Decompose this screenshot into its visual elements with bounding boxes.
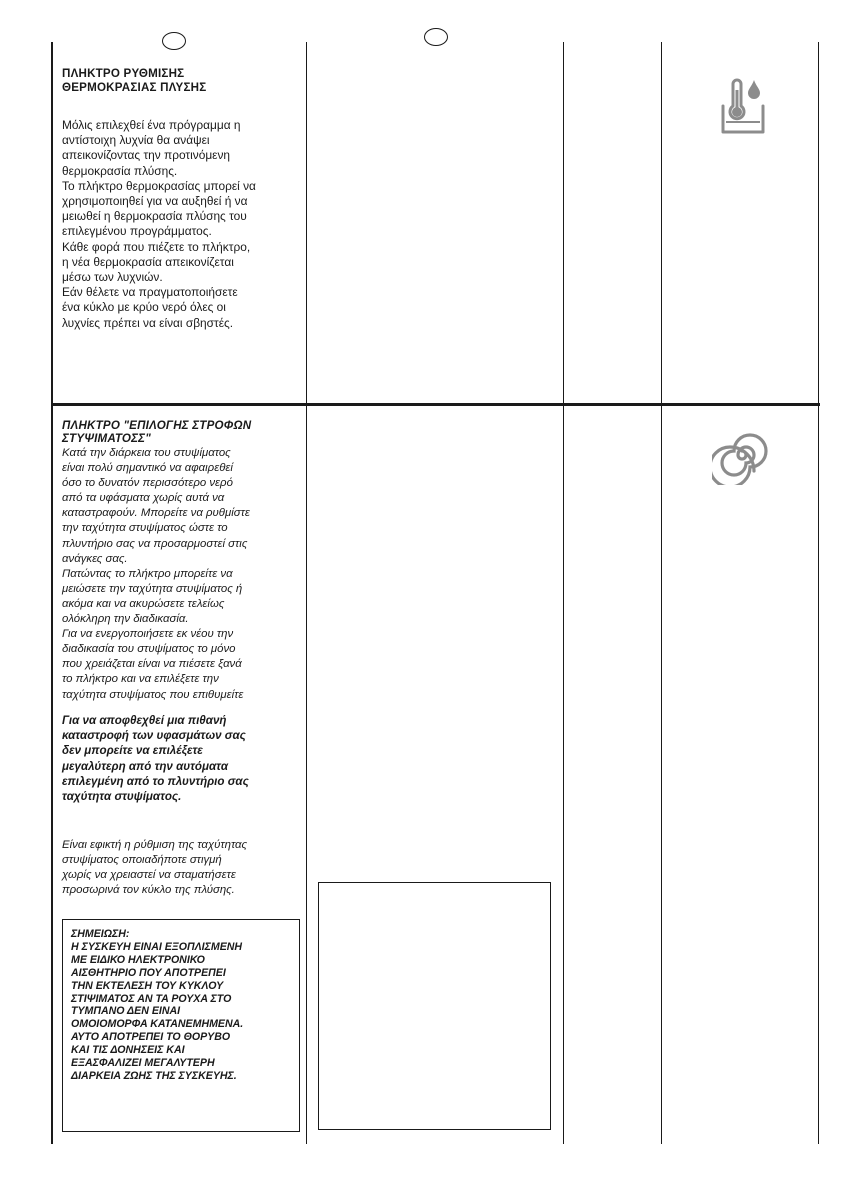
text-line: προσωρινά τον κύκλο της πλύσης. (62, 884, 235, 897)
text-line: η νέα θερμοκρασία απεικονίζεται (62, 254, 234, 269)
text-line: Για να αποφθεχθεί μια πιθανή (62, 714, 227, 727)
text-line: Κατά την διάρκεια του στυψίματος (62, 447, 231, 459)
text-line: θερμοκρασία πλύσης. (62, 163, 178, 178)
text-line: Εάν θέλετε να πραγματοποιήσετε (62, 285, 238, 300)
text-line: την ταχύτητα στυψίματος ώστε το (62, 522, 228, 535)
text-line: μειώσετε την ταχύτητα στυψίματος ή (62, 582, 243, 595)
text-line: ολόκληρη την διαδικασία. (62, 613, 189, 626)
text-line: Κάθε φορά που πιέζετε το πλήκτρο, (62, 239, 251, 254)
temperature-heading: ΠΛΗΚΤΡΟ ΡΥΘΜΙΣΗΣ ΘΕΡΜΟΚΡΑΣΙΑΣ ΠΛΥΣΗΣ (62, 67, 207, 94)
spin-speed-icon (712, 425, 772, 485)
spin-warning (62, 713, 306, 804)
text-line: ΜΕ ΕΙΔΙΚΟ ΗΛΕΚΤΡΟΝΙΚΟ (71, 953, 205, 966)
text-line: Πατώντας το πλήκτρο μπορείτε να (62, 567, 233, 580)
blank-note-box (318, 882, 551, 1130)
spin-heading: ΠΛΗΚΤΡΟ "ΕΠΙΛΟΓΗΣ ΣΤΡΟΦΩΝ ΣΤΥΨΙΜΑΤΟΣΣ" (62, 419, 252, 445)
text-line: πλυντήριο σας να προσαρμοστεί στις (62, 537, 248, 550)
text-line: το πλήκτρο και να επιλέξετε την (62, 673, 219, 686)
text-line: ΑΥΤΟ ΑΠΟΤΡΕΠΕΙ ΤΟ ΘΟΡΥΒΟ (71, 1031, 231, 1044)
text-line: ΑΙΣΘΗΤΗΡΙΟ ΠΟΥ ΑΠΟΤΡΕΠΕΙ (71, 966, 226, 979)
text-line: επιλεγμένη από το πλυντήριο σας (62, 774, 249, 788)
column-divider (306, 42, 307, 1144)
column-divider (818, 42, 819, 1144)
text-line: Για να ενεργοποιήσετε εκ νέου την (62, 628, 234, 641)
spin-adjust-note (62, 838, 306, 898)
text-line: ΕΞΑΣΦΑΛΙΖΕΙ ΜΕΓΑΛΥΤΕΡΗ (71, 1057, 215, 1070)
wash-temperature-icon (718, 76, 770, 138)
text-line: ΤΗΝ ΕΚΤΕΛΕΣΗ ΤΟΥ ΚΥΚΛΟΥ (71, 979, 224, 992)
text-line: Είναι εφικτή η ρύθμιση της ταχύτητας (62, 839, 248, 851)
text-line: χρησιμοποιηθεί για να αυξηθεί ή να (62, 194, 248, 209)
text-line: Η ΣΥΣΚΕΥΗ ΕΙΝΑΙ ΕΞΟΠΛΙΣΜΕΝΗ (71, 940, 243, 953)
text-line: ανάγκες σας. (62, 552, 128, 565)
text-line: επιλεγμένου προγράμματος. (62, 224, 212, 239)
row-divider (52, 403, 820, 406)
text-line: αντίστοιχη λυχνία θα ανάψει (62, 133, 210, 148)
text-line: ταχύτητα στυψίματος. (62, 790, 182, 804)
text-line: ένα κύκλο με κρύο νερό όλες οι (62, 300, 226, 315)
text-line: ΟΜΟΙΟΜΟΡΦΑ ΚΑΤΑΝΕΜΗΜΕΝΑ. (71, 1018, 244, 1031)
language-marker-right (424, 28, 448, 46)
column-divider (661, 42, 662, 1144)
text-line: που χρειάζεται είναι να πιέσετε ξανά (62, 658, 242, 671)
text-line: λυχνίες πρέπει να είναι σβηστές. (62, 315, 234, 330)
text-line: Το πλήκτρο θερμοκρασίας μπορεί να (62, 178, 256, 193)
text-line: ΤΥΜΠΑΝΟ ΔΕΝ ΕΙΝΑΙ (71, 1005, 181, 1018)
note-box (62, 919, 300, 1132)
text-line: από τα υφάσματα χωρίς αυτά να (62, 492, 225, 505)
note-title: ΣΗΜΕΙΩΣΗ: (71, 928, 130, 940)
text-line: ακόμα και να ακυρώσετε τελείως (62, 597, 225, 610)
text-line: καταστραφούν. Μπορείτε να ρυθμίστε (62, 507, 250, 520)
text-line: καταστροφή των υφασμάτων σας (62, 729, 246, 743)
text-line: ΚΑΙ ΤΙΣ ΔΟΝΗΣΕΙΣ ΚΑΙ (71, 1044, 185, 1057)
text-line: μειωθεί η θερμοκρασία πλύσης του (62, 209, 247, 224)
text-line: δεν μπορείτε να επιλέξετε (62, 744, 203, 758)
text-line: μεγαλύτερη από την αυτόματα (62, 759, 229, 773)
text-line: ταχύτητα στυψίματος που επιθυμείτε (62, 688, 244, 701)
column-divider (563, 42, 564, 1144)
spin-description (62, 446, 306, 703)
text-line: όσο το δυνατόν περισσότερο νερό (62, 477, 233, 490)
note-body (71, 941, 293, 1083)
temperature-description (62, 118, 306, 331)
text-line: στυψίματος οποιαδήποτε στιγμή (62, 854, 222, 867)
text-line: μέσω των λυχνιών. (62, 270, 163, 285)
text-line: είναι πολύ σημαντικό να αφαιρεθεί (62, 462, 233, 475)
text-line: χωρίς να χρειαστεί να σταματήσετε (62, 869, 236, 882)
text-line: διαδικασία του στυψίματος το μόνο (62, 643, 236, 656)
text-line: απεικονίζοντας την προτινόμενη (62, 148, 231, 163)
column-divider (51, 42, 53, 1144)
text-line: ΔΙΑΡΚΕΙΑ ΖΩΗΣ ΤΗΣ ΣΥΣΚΕΥΗΣ. (71, 1069, 237, 1082)
text-line: ΣΤΙΨΙΜΑΤΟΣ ΑΝ ΤΑ ΡΟΥΧΑ ΣΤΟ (71, 992, 232, 1005)
text-line: Μόλις επιλεχθεί ένα πρόγραμμα η (62, 118, 241, 132)
language-marker-left (162, 32, 186, 50)
